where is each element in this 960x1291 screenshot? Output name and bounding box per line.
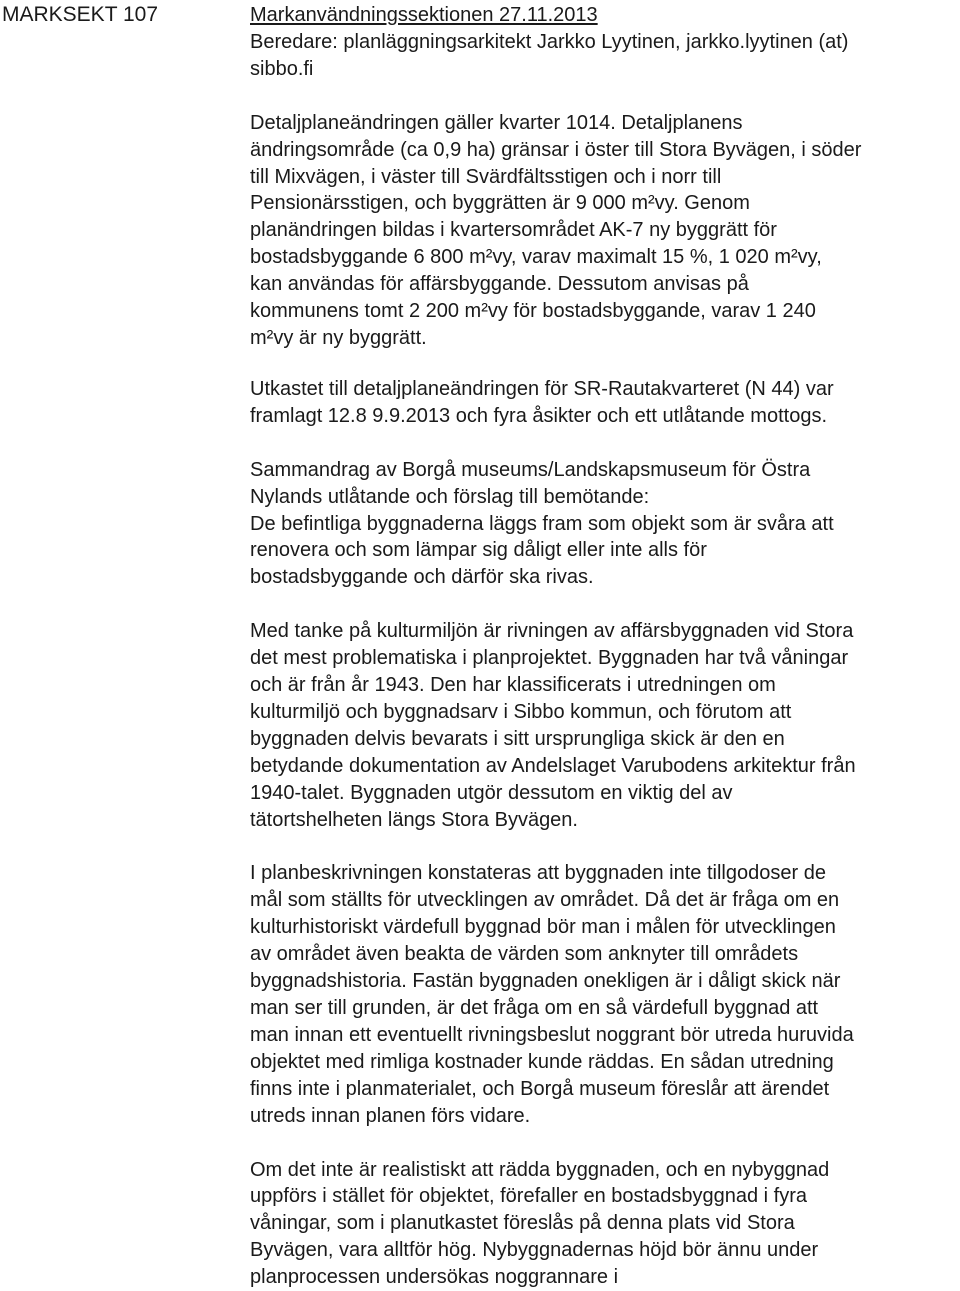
text-line: framlagt 12.8 9.9.2013 och fyra åsikter och ett utlåtande mottogs. [250,404,828,427]
text-line: Byvägen, vara alltför hög. Nybyggnadernas höjd bör ännu under [250,1239,819,1262]
text-line: Detaljplaneändringen gäller kvarter 1014. Detaljplanens [250,111,743,134]
text-line: Pensionärsstigen, och byggrätten är 9 000 m²vy. Genom [250,192,750,215]
preparer-line: sibbo.fi [250,57,314,80]
text-line: Sammandrag av Borgå museums/Landskapsmuseum för Östra [250,458,811,481]
text-line: byggnaden delvis bevarats i sitt ursprungliga skick är den en [250,727,785,750]
text-line: kulturhistoriskt värdefull byggnad bör man i målen för utvecklingen [250,916,836,939]
text-line: byggnadshistoria. Fastän byggnaden onekligen är i dåligt skick när [250,970,841,993]
document-body [250,2,960,1291]
preparer-line: Beredare: planläggningsarkitekt Jarkko Lyytinen, jarkko.lyytinen (at) [250,30,849,53]
text-line: till Mixvägen, i väster till Svärdfältsstigen och i norr till [250,165,722,188]
text-line: man innan ett eventuellt rivningsbeslut noggrant bör utreda huruvida [250,1023,854,1046]
text-line: m²vy är ny byggrätt. [250,326,427,349]
text-line: I planbeskrivningen konstateras att byggnaden inte tillgodoser de [250,862,826,885]
text-line: ändringsområde (ca 0,9 ha) gränsar i öster till Stora Byvägen, i söder [250,138,862,161]
text-line: bostadsbyggande och därför ska rivas. [250,566,594,589]
text-line: finns inte i planmaterialet, och Borgå museum föreslår att ärendet [250,1077,830,1100]
text-line: 1940-talet. Byggnaden utgör dessutom en viktig del av [250,781,733,804]
text-line: De befintliga byggnaderna läggs fram som objekt som är svåra att [250,512,834,535]
paragraph [250,1157,960,1291]
text-line: Med tanke på kulturmiljön är rivningen av affärsbyggnaden vid Stora [250,620,854,643]
text-line: objektet med rimliga kostnader kunde räddas. En sådan utredning [250,1050,834,1073]
text-line: bostadsbyggande 6 800 m²vy, varav maximalt 15 %, 1 020 m²vy, [250,246,822,269]
text-line: renovera och som lämpar sig dåligt eller inte alls för [250,539,707,562]
text-line: kommunens tomt 2 200 m²vy för bostadsbyggande, varav 1 240 [250,300,816,323]
text-line: planprocessen undersökas noggrannare i [250,1266,619,1289]
text-line: kan användas för affärsbyggande. Dessutom anvisas på [250,273,749,296]
text-line: tätortshelheten längs Stora Byvägen. [250,808,578,831]
text-line: våningar, som i planutkastet föreslås på denna plats vid Stora [250,1212,795,1235]
text-line: av området även beakta de värden som anknyter till områdets [250,943,799,966]
text-line: utreds innan planen förs vidare. [250,1104,531,1127]
section-number: MARKSEKT 107 [2,3,159,26]
paragraph [250,376,960,430]
text-line: uppförs i stället för objektet, förefaller en bostadsbyggnad i fyra [250,1185,807,1208]
paragraph [250,860,960,1129]
text-line: mål som ställts för utvecklingen av området. Då det är fråga om en [250,889,840,912]
section-title-link[interactable]: Markanvändningssektionen 27.11.2013 [250,4,598,26]
text-line: planändringen bildas i kvartersområdet AK-7 ny byggrätt för [250,219,777,242]
text-line: man ser till grunden, är det fråga om en så värdefull byggnad att [250,997,819,1019]
text-line: Nylands utlåtande och förslag till bemötande: [250,485,650,508]
text-line: det mest problematiska i planprojektet. Byggnaden har två våningar [250,647,849,670]
text-line: kulturmiljö och byggnadsarv i Sibbo kommun, och förutom att [250,700,792,723]
paragraph [250,110,960,352]
text-line: Utkastet till detaljplaneändringen för SR-Rautakvarteret (N 44) var [250,377,834,400]
text-line: och är från år 1943. Den har klassificerats i utredningen om [250,674,776,697]
document-header [250,2,960,83]
text-line: betydande dokumentation av Andelslaget Varubodens arkitektur från [250,754,856,777]
text-line: Om det inte är realistiskt att rädda byggnaden, och en nybyggnad [250,1158,830,1181]
paragraph [250,618,960,833]
paragraph [250,457,960,592]
